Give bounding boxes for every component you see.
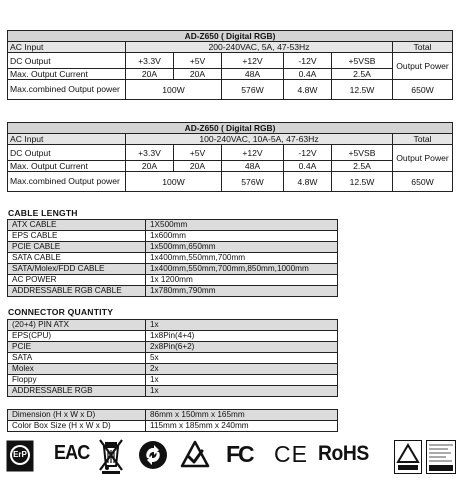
rail-5v: +5V [174,145,222,161]
table-row [8,331,338,342]
dc-output-label: DC Output [8,53,126,69]
table-row [8,421,338,432]
current-5v: 20A [174,161,222,172]
combined-5vsb: 12.5W [332,80,393,100]
certificate-label-icon [426,440,456,474]
table-row [8,220,338,231]
spec-title: AD-Z650 ( Digital RGB) [8,31,453,42]
cable-name: PCIE CABLE [8,242,146,253]
connector-name: ADDRESSABLE RGB [8,386,146,397]
total-header: Total [393,134,453,145]
cable-length: 1x780mm,790mm [146,286,338,297]
cable-name: EPS CABLE [8,231,146,242]
rohs-label: RoHS [318,442,369,465]
cable-length: 1X500mm [146,220,338,231]
cable-length: 1x400mm,550mm,700mm,850mm,1000mm [146,264,338,275]
safety-triangle-icon [394,440,422,474]
ce-icon [274,441,312,471]
connector-name: Molex [8,364,146,375]
ac-input-value: 200-240VAC, 5A, 47-53Hz [126,42,393,53]
rail-n12v: -12V [284,145,332,161]
rcm-icon [180,440,210,470]
current-5vsb: 2.5A [332,161,393,172]
eac-icon [54,442,90,470]
combined-3v3-5v: 100W [126,172,222,192]
connector-name: Floppy [8,375,146,386]
cable-length: 1x500mm,650mm [146,242,338,253]
table-row [8,410,338,421]
total-power: 650W [393,172,453,192]
dimension-name: Dimension (H x W x D) [8,410,146,421]
total-power: 650W [393,80,453,100]
combined-label: Max.combined Output power [8,80,126,100]
connector-count: 1x [146,375,338,386]
current-3v3: 20A [126,161,174,172]
cable-name: ATX CABLE [8,220,146,231]
connector-quantity-heading: CONNECTOR QUANTITY [8,307,114,317]
current-12v: 48A [222,161,284,172]
cable-name: AC POWER [8,275,146,286]
connector-count: 2x [146,364,338,375]
combined-12v: 576W [222,172,284,192]
rohs-icon [318,442,384,472]
connector-count: 2x8Pin(6+2) [146,342,338,353]
table-row [8,342,338,353]
table-row [8,242,338,253]
dimensions-table [7,409,338,432]
spec-table-115v [7,122,453,192]
fc-icon [226,441,262,471]
table-row [8,353,338,364]
current-12v: 48A [222,69,284,80]
combined-5vsb: 12.5W [332,172,393,192]
connector-quantity-table [7,319,338,397]
table-row [8,375,338,386]
cable-name: SATA CABLE [8,253,146,264]
dimension-value: 115mm x 185mm x 240mm [146,421,338,432]
recycle-icon [138,440,168,470]
cable-length: 1x600mm [146,231,338,242]
rail-n12v: -12V [284,53,332,69]
connector-count: 1x [146,386,338,397]
table-row [8,364,338,375]
rail-5v: +5V [174,53,222,69]
current-3v3: 20A [126,69,174,80]
cable-length-heading: CABLE LENGTH [8,208,78,218]
connector-name: EPS(CPU) [8,331,146,342]
total-header: Total [393,42,453,53]
ac-input-label: AC Input [8,134,126,145]
eac-label: EAC [54,442,90,464]
certification-icons [0,436,460,488]
spec-table-230v [7,30,453,100]
output-power-header: Output Power [393,145,453,172]
combined-n12v: 4.8W [284,80,332,100]
ce-label: CE [274,441,308,467]
max-current-label: Max. Output Current [8,69,126,80]
cable-length: 1x400mm,550mm,700mm [146,253,338,264]
rail-12v: +12V [222,145,284,161]
current-n12v: 0.4A [284,69,332,80]
max-current-label: Max. Output Current [8,161,126,172]
rail-3v3: +3.3V [126,145,174,161]
erp-label: ErP [13,450,27,459]
rail-5vsb: +5VSB [332,145,393,161]
current-5vsb: 2.5A [332,69,393,80]
cable-length: 1x 1200mm [146,275,338,286]
combined-12v: 576W [222,80,284,100]
rail-3v3: +3.3V [126,53,174,69]
table-row [8,286,338,297]
dimension-value: 86mm x 150mm x 165mm [146,410,338,421]
output-power-header: Output Power [393,53,453,80]
combined-n12v: 4.8W [284,172,332,192]
combined-3v3-5v: 100W [126,80,222,100]
fc-label: FC [226,441,253,467]
ac-input-label: AC Input [8,42,126,53]
connector-count: 1x [146,320,338,331]
current-5v: 20A [174,69,222,80]
table-row [8,253,338,264]
rail-5vsb: +5VSB [332,53,393,69]
weee-bin-icon [98,438,124,474]
erp-icon [6,440,34,472]
connector-count: 5x [146,353,338,364]
combined-label: Max.combined Output power [8,172,126,192]
spec-title: AD-Z650 ( Digital RGB) [8,123,453,134]
cable-name: ADDRESSABLE RGB CABLE [8,286,146,297]
table-row [8,386,338,397]
dc-output-label: DC Output [8,145,126,161]
connector-name: SATA [8,353,146,364]
ac-input-value: 100-240VAC, 10A-5A, 47-63Hz [126,134,393,145]
dimension-name: Color Box Size (H x W x D) [8,421,146,432]
connector-count: 1x8Pin(4+4) [146,331,338,342]
rail-12v: +12V [222,53,284,69]
connector-name: PCIE [8,342,146,353]
current-n12v: 0.4A [284,161,332,172]
table-row [8,231,338,242]
cable-name: SATA/Molex/FDD CABLE [8,264,146,275]
cable-length-table [7,219,338,297]
table-row [8,275,338,286]
table-row [8,320,338,331]
table-row [8,264,338,275]
connector-name: (20+4) PIN ATX [8,320,146,331]
